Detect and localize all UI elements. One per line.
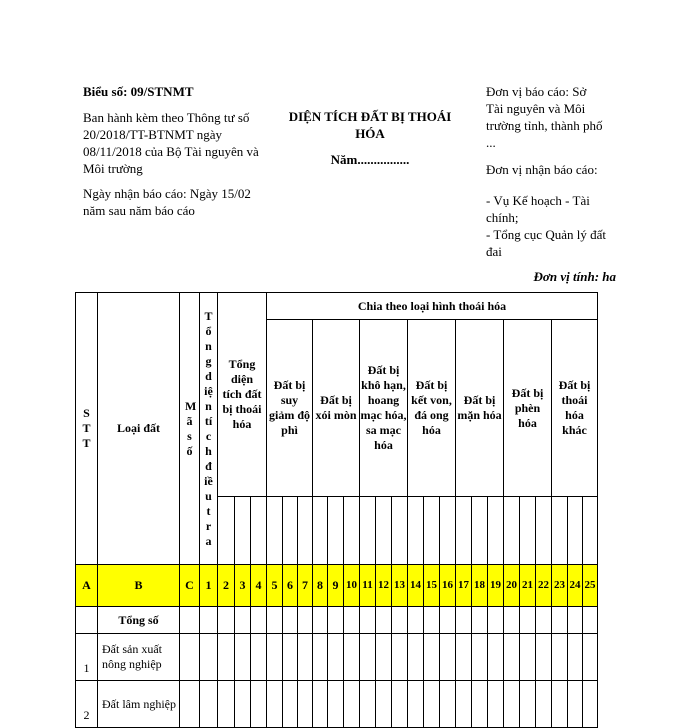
- table-row: [76, 607, 598, 634]
- empty-subcell: [408, 497, 424, 565]
- header-sub-4: Đất bị kết von, đá ong hóa: [408, 320, 456, 497]
- row-stt: [76, 607, 98, 634]
- index-cell: 10: [344, 565, 360, 607]
- index-cell: C: [180, 565, 200, 607]
- row-name: Đất sản xuất nông nghiệp: [98, 634, 180, 681]
- header-code: Mã số: [180, 293, 200, 565]
- empty-subcell: [376, 497, 392, 565]
- index-cell: B: [98, 565, 180, 607]
- report-title-line2: HÓA: [355, 126, 385, 141]
- index-cell: 15: [424, 565, 440, 607]
- empty-subcell: [251, 497, 267, 565]
- empty-subcell: [344, 497, 360, 565]
- header-group-degradation: Chia theo loại hình thoái hóa: [267, 293, 598, 320]
- row-stt: 2: [76, 681, 98, 728]
- header-sub-6: Đất bị phèn hóa: [504, 320, 552, 497]
- header-stt: STT: [76, 293, 98, 565]
- empty-subcell: [283, 497, 298, 565]
- header-sub-2: Đất bị xói mòn: [313, 320, 360, 497]
- report-title-line1: DIỆN TÍCH ĐẤT BỊ THOÁI: [288, 109, 452, 124]
- recipient-1: - Vụ Kế hoạch - Tài chính;: [486, 193, 590, 225]
- index-cell: 5: [267, 565, 283, 607]
- empty-subcell: [424, 497, 440, 565]
- header-sub-3: Đất bị khô hạn, hoang mạc hóa, sa mạc hóa: [360, 320, 408, 497]
- table-row: [76, 681, 598, 728]
- empty-subcell: [440, 497, 456, 565]
- header-sub-1: Đất bị suy giảm độ phì: [267, 320, 313, 497]
- empty-subcell: [488, 497, 504, 565]
- index-row: [76, 565, 598, 607]
- row-name: Đất lâm nghiệp: [98, 681, 180, 728]
- empty-subcell: [218, 497, 235, 565]
- empty-subcell: [392, 497, 408, 565]
- receiving-unit-label: Đơn vị nhận báo cáo:: [486, 162, 598, 177]
- empty-subcell: [313, 497, 328, 565]
- empty-subcell: [536, 497, 552, 565]
- header-total-survey: Tổng diện tích điều tra: [200, 293, 218, 565]
- degraded-land-table: [75, 292, 598, 728]
- empty-subcell: [520, 497, 536, 565]
- index-cell: 19: [488, 565, 504, 607]
- empty-subcell: [504, 497, 520, 565]
- index-cell: 20: [504, 565, 520, 607]
- empty-subcell: [328, 497, 344, 565]
- empty-subcell: [235, 497, 251, 565]
- issued-by-text: Ban hành kèm theo Thông tư số 20/2018/TT-BTNMT ngày 08/11/2018 của Bộ Tài nguyên và Môi trường: [83, 110, 259, 176]
- header-sub-7: Đất bị thoái hóa khác: [552, 320, 598, 497]
- index-cell: 1: [200, 565, 218, 607]
- table-row: [76, 634, 598, 681]
- empty-subcell: [568, 497, 583, 565]
- index-cell: 17: [456, 565, 472, 607]
- received-date-text: Ngày nhận báo cáo: Ngày 15/02 năm sau năm báo cáo: [83, 186, 251, 218]
- index-cell: 8: [313, 565, 328, 607]
- index-cell: 6: [283, 565, 298, 607]
- index-cell: 3: [235, 565, 251, 607]
- index-cell: 2: [218, 565, 235, 607]
- index-cell: 24: [568, 565, 583, 607]
- header-sub-5: Đất bị mặn hóa: [456, 320, 504, 497]
- index-cell: 11: [360, 565, 376, 607]
- index-cell: 7: [298, 565, 313, 607]
- recipient-2: - Tổng cục Quản lý đất đai: [486, 227, 606, 259]
- index-cell: 25: [583, 565, 598, 607]
- index-cell: 9: [328, 565, 344, 607]
- row-stt: 1: [76, 634, 98, 681]
- empty-subcell: [456, 497, 472, 565]
- index-cell: 14: [408, 565, 424, 607]
- index-cell: 4: [251, 565, 267, 607]
- reporting-unit-text: Đơn vị báo cáo: Sở Tài nguyên và Môi trường tỉnh, thành phố ...: [486, 84, 603, 150]
- index-cell: 23: [552, 565, 568, 607]
- empty-subcell: [267, 497, 283, 565]
- empty-subcell: [360, 497, 376, 565]
- unit-label: Đơn vị tính: ha: [533, 269, 616, 284]
- empty-subcell: [472, 497, 488, 565]
- form-number: Biểu số: 09/STNMT: [83, 84, 194, 99]
- header-total-degraded: Tổng diện tích đất bị thoái hóa: [218, 293, 267, 497]
- empty-subcell: [552, 497, 568, 565]
- empty-subcell: [298, 497, 313, 565]
- index-cell: 13: [392, 565, 408, 607]
- index-cell: 21: [520, 565, 536, 607]
- index-cell: 22: [536, 565, 552, 607]
- index-cell: A: [76, 565, 98, 607]
- year-label: Năm................: [330, 152, 410, 167]
- index-cell: 16: [440, 565, 456, 607]
- row-name: Tổng số: [98, 607, 180, 634]
- header-land-type: Loại đất: [98, 293, 180, 565]
- report-title: [270, 108, 470, 142]
- index-cell: 12: [376, 565, 392, 607]
- empty-subcell: [583, 497, 598, 565]
- index-cell: 18: [472, 565, 488, 607]
